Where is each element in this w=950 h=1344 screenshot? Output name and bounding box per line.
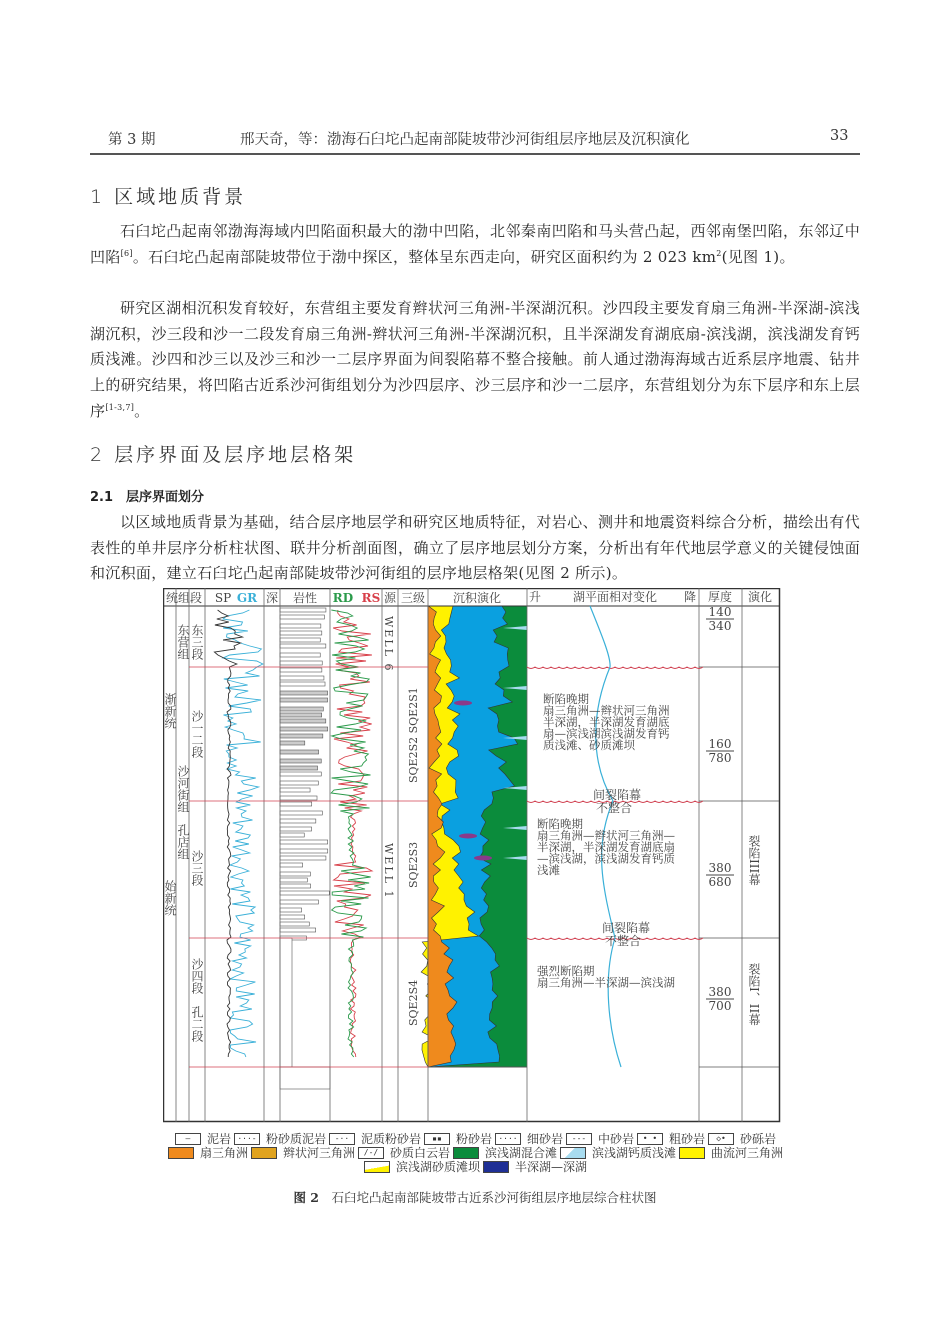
lithology-bed [280, 1067, 330, 1089]
member-label: 沙四段 [190, 958, 204, 994]
lithology-bed [280, 698, 328, 702]
lithology-bed [280, 872, 310, 876]
paragraph-2 [90, 296, 860, 425]
legend-label: 泥质粉砂岩 [360, 1132, 421, 1146]
legend-facies-2 [163, 1158, 788, 1175]
issue-number: 第 3 期 [108, 132, 156, 148]
lithology-bed [280, 878, 307, 882]
legend-label: 泥岩 [206, 1132, 231, 1146]
lake-note-line: 扇三角洲—辫状河三角洲— [537, 828, 675, 843]
rs-curve [333, 610, 372, 1057]
sandy-dolomite-swatch: /-/ [358, 1147, 384, 1159]
evolution-label: 裂陷I、II幕 [747, 963, 761, 1026]
well-label: WELL 1 [382, 843, 395, 900]
lithology-bed [280, 863, 303, 867]
legend-label: 砂砾岩 [740, 1132, 777, 1146]
evolution-label: 裂陷III幕 [747, 835, 761, 886]
lithology-bed [280, 676, 324, 680]
lithology-bed [280, 615, 324, 619]
medium-sandstone-swatch: --- [566, 1133, 592, 1145]
header-third-order: 三级 [400, 591, 426, 605]
sp-curve [214, 610, 242, 1057]
legend-label: 细砂岩 [527, 1132, 564, 1146]
header-sp: SP [214, 591, 232, 605]
unconformity-line [527, 667, 703, 669]
lithology-bed [280, 938, 292, 1067]
lithology-bed [280, 856, 326, 860]
lithology-bed [280, 631, 322, 635]
formation-label: 东营组 [176, 624, 190, 660]
header-strat: 统组段 [165, 591, 203, 605]
lithology-bed [280, 727, 328, 731]
header-sedimentary-evolution: 沉积演化 [452, 591, 502, 605]
member-label: 沙三段 [190, 850, 204, 886]
lithology-bed [280, 833, 304, 837]
header-rise: 升 [528, 590, 542, 604]
unconformity-label: 不整合 [604, 934, 642, 948]
legend-label: 滨浅湖混合滩 [485, 1146, 558, 1160]
lake-note-line: —滨浅湖，滨浅湖发育钙质 [537, 851, 675, 866]
header-lithology: 岩性 [292, 591, 318, 605]
silty-mudstone-swatch: ···- [234, 1133, 260, 1145]
sedimentary-evolution-column [421, 606, 527, 1067]
legend-label: 扇三角洲 [199, 1146, 248, 1160]
citation: [6] [120, 248, 133, 258]
thickness-denominator: 780 [708, 751, 732, 765]
lithology-bed [280, 915, 305, 919]
lithology-bed [280, 840, 328, 844]
series-label: 始新统 [163, 880, 177, 916]
thickness-denominator: 700 [708, 999, 732, 1013]
lithology-bed [280, 819, 316, 823]
lithology-bed [280, 849, 328, 853]
paragraph-1 [90, 219, 860, 270]
thickness-numerator: 380 [708, 985, 732, 999]
lithology-bed [280, 811, 322, 815]
legend-label: 辫状河三角洲 [282, 1146, 355, 1160]
lake-note-line: 强烈断陷期 [537, 964, 595, 978]
lithology-bed [280, 781, 318, 785]
sequence-label: SQE2S4 [407, 979, 420, 1026]
header-rule [90, 153, 860, 155]
header-lake-level: 湖平面相对变化 [572, 590, 658, 604]
header-source: 源 [383, 591, 397, 605]
lithology-bed [280, 766, 318, 770]
legend-label: 曲流河三角洲 [711, 1146, 784, 1160]
formation-label: 沙河街组 [176, 765, 190, 813]
thickness-numerator: 160 [708, 737, 732, 751]
caption-label: 图 2 [293, 1190, 320, 1205]
thickness-denominator: 680 [708, 875, 732, 889]
strat-labels [163, 624, 204, 1042]
header-thickness: 厚度 [707, 590, 733, 604]
lithology-bed [280, 891, 329, 895]
lithology-bed [280, 922, 309, 926]
thickness-values [706, 605, 734, 1013]
member-label: 沙一二段 [190, 710, 204, 758]
calcareous-shoal-swatch [560, 1147, 586, 1159]
fine-sandstone-swatch: ···· [495, 1133, 521, 1145]
page-number: 33 [830, 128, 849, 144]
legend-label: 中砂岩 [598, 1132, 635, 1146]
paragraph-3: 以区域地质背景为基础，结合层序地层学和研究区地质特征，对岩心、测井和地震资料综合分析，描绘出有代表性的单井层序分析柱状图、联井分析剖面图，确立了层序地层划分方案，分析出有年代地层学意义的关键侵蚀面和沉积面，建立石臼坨凸起南部陡坡带沙河街组的层序地层格架(见图 2 所示)。 [90, 513, 860, 583]
lake-note-line: 断陷晚期 [543, 692, 589, 706]
formation-label: 孔店组 [176, 824, 190, 860]
siltstone-swatch: ▪▪ [424, 1133, 450, 1145]
running-title: 邢天奇，等：渤海石臼坨凸起南部陡坡带沙河街组层序地层及沉积演化 [240, 132, 690, 148]
legend-label: 粗砂岩 [669, 1132, 706, 1146]
header-evolution: 演化 [747, 590, 773, 604]
header-gr: GR [236, 591, 258, 605]
fan-delta-swatch [168, 1147, 194, 1159]
text: (见图 1)。 [721, 247, 795, 266]
sequence-label: SQE2S2 SQE2S1 [407, 687, 420, 783]
lens-marker [459, 834, 477, 839]
text: 。石臼坨凸起南部陡坡带位于渤中探区，整体呈东西走向，研究区面积约为 2 023 km [132, 247, 717, 266]
rd-curve [331, 610, 371, 1057]
series-label: 渐新统 [163, 693, 177, 729]
gr-curve [223, 610, 263, 1057]
coarse-sandstone-swatch: • • [637, 1133, 663, 1145]
evolution-labels [747, 834, 761, 1026]
lithology-bed [280, 713, 322, 717]
legend-label: 粉砂质泥岩 [265, 1132, 326, 1146]
sand-bar-swatch [364, 1161, 390, 1173]
lithology-bed [280, 653, 320, 657]
lithology-bed [280, 759, 321, 763]
lithology-bed [280, 772, 321, 776]
lithology-bed [280, 928, 316, 932]
conglomerate-swatch: ◇• [708, 1133, 734, 1145]
section-heading-2: 2 层序界面及层序地层格架 [90, 444, 357, 466]
thickness-numerator: 380 [708, 861, 732, 875]
stratigraphic-column-figure [163, 588, 781, 1124]
lake-note-line: 扇—滨浅湖滨浅湖发育钙 [543, 726, 670, 741]
lens-marker [454, 701, 472, 706]
meandering-delta-swatch [679, 1147, 705, 1159]
mudstone-swatch: — [175, 1133, 201, 1145]
unconformity-label: 间裂陷幕 [601, 921, 651, 935]
unconformity-label: 不整合 [595, 801, 633, 815]
lithology-bed [280, 707, 323, 711]
subsection-heading: 2.1 层序界面划分 [90, 490, 205, 505]
member-label: 东三段 [190, 624, 204, 660]
text: 研究区湖相沉积发育较好，东营组主要发育辫状河三角洲-半深湖沉积。沙四段主要发育扇三角洲-半深湖-滨浅湖沉积，沙三段和沙一二段发育扇三角洲-辫状河三角洲-半深湖沉积，且半深湖发育湖底扇-滨浅湖，滨浅湖发育钙质浅滩。沙四和沙三以及沙三和沙一二层序界面为间裂陷幕不整合接触。前人通过渤海海域古近系层序地震、钻井上的研究结果，将凹陷古近系沙河街组划分为沙四层序、沙三层序和沙一二层序，东营组划分为东下层序和东上层序 [90, 299, 860, 420]
section-heading-1: 1 区域地质背景 [90, 186, 247, 208]
lithology-bed [280, 908, 302, 912]
lake-note-line: 扇三角洲—半深湖—滨浅湖 [537, 975, 675, 990]
text: 石臼坨凸起南邻渤海海域内凹陷面积最大的渤中凹陷，北邻秦南凹陷和马头营凸起，西邻南堡凹陷，东邻辽中凹陷 [90, 222, 860, 266]
lithology-bed [280, 668, 322, 672]
mixed-beach-swatch [453, 1147, 479, 1159]
lithology-bed [280, 884, 311, 888]
braided-delta-swatch [251, 1147, 277, 1159]
header-depth: 深 [265, 591, 279, 605]
lake-note-line: 扇三角洲—辫状河三角洲 [543, 703, 670, 718]
lithology-bed [280, 638, 320, 642]
text: 。 [134, 401, 150, 420]
lithology-bed [280, 802, 312, 806]
well-label: WELL 6 [382, 616, 395, 673]
lithology-bed [280, 741, 305, 745]
lake-note-line: 浅滩 [537, 863, 560, 877]
member-label: 孔二段 [190, 1006, 204, 1042]
lake-note-line: 半深湖，半深湖发育湖底扇 [537, 840, 675, 854]
lithology-bed [280, 796, 317, 800]
thickness-numerator: 140 [708, 605, 732, 619]
caption-text: 石臼坨凸起南部陡坡带古近系沙河街组层序地层综合柱状图 [331, 1190, 657, 1205]
legend-label: 砂质白云岩 [389, 1146, 450, 1160]
lithology-bed [280, 661, 322, 665]
lithology-bed [280, 788, 310, 792]
lake-note-line: 半深湖，半深湖发育湖底 [543, 715, 670, 729]
lens-marker [474, 856, 492, 861]
lithology-bed [280, 682, 325, 686]
lake-note-line: 断陷晚期 [537, 817, 583, 831]
legend-label: 半深湖—深湖 [515, 1160, 588, 1174]
legend-label: 粉砂岩 [455, 1132, 492, 1146]
header-fall: 降 [683, 590, 697, 604]
lithology-bed [280, 644, 326, 648]
unconformity-label: 间裂陷幕 [592, 788, 642, 802]
rotated-labels [382, 616, 420, 1026]
column-headers [166, 589, 772, 605]
header-rd: RD [332, 591, 354, 605]
lithology-bed [280, 827, 312, 831]
deep-lake-swatch [483, 1161, 509, 1173]
lake-note-line: 质浅滩、砂质滩坝 [543, 738, 635, 752]
legend-label: 滨浅湖砂质滩坝 [395, 1160, 480, 1174]
figure-caption [90, 1188, 860, 1206]
legend-label: 滨浅湖钙质浅滩 [592, 1146, 677, 1160]
superscript: 2 [716, 248, 722, 258]
citation: [1-3,7] [105, 402, 135, 412]
lithology-bed [280, 608, 326, 612]
lithology-bed [280, 900, 318, 904]
header-rs: RS [361, 591, 381, 605]
lithology-bed [280, 691, 328, 695]
thickness-denominator: 340 [708, 619, 732, 633]
lithology-bed [280, 624, 321, 628]
muddy-siltstone-swatch: -·· [329, 1133, 355, 1145]
lithology-bed [280, 750, 319, 754]
lithology-bed [280, 719, 326, 723]
lithology-bed [280, 734, 323, 738]
sequence-label: SQE2S3 [407, 841, 420, 888]
lithology-column [280, 608, 330, 1089]
